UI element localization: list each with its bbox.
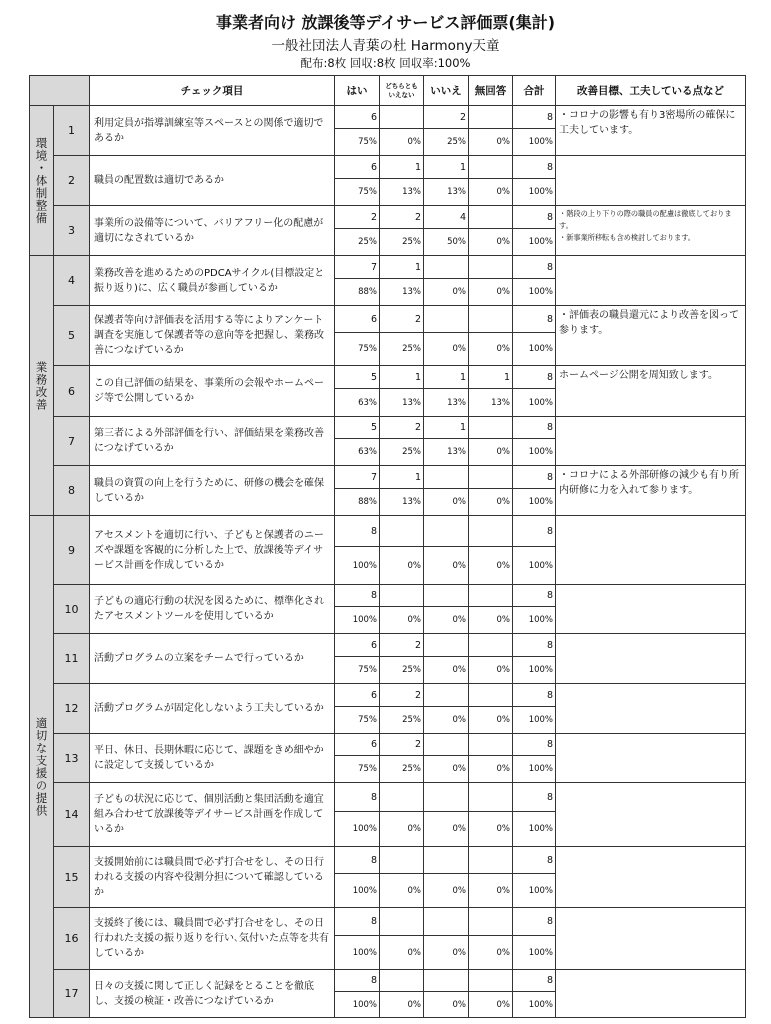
item-number: 14 xyxy=(54,783,90,847)
count-total: 8 xyxy=(513,466,556,489)
percent-no: 13% xyxy=(424,389,469,417)
table-row xyxy=(30,156,746,179)
percent-no: 0% xyxy=(424,279,469,306)
count-yes: 6 xyxy=(335,156,380,179)
percent-no-answer: 0% xyxy=(469,707,513,734)
count-no xyxy=(424,783,469,812)
category-label: 環境・体制整備 xyxy=(30,106,54,256)
improvement-notes xyxy=(556,366,746,417)
count-no-answer xyxy=(469,970,513,992)
count-no-answer xyxy=(469,847,513,874)
count-no xyxy=(424,847,469,874)
check-item-text: 日々の支援に関して正しく記録をとることを徹底し、支援の検証・改善につなげているか xyxy=(90,970,335,1018)
improvement-notes xyxy=(556,684,746,734)
check-item-text: 職員の配置数は適切であるか xyxy=(90,156,335,206)
count-neither: 2 xyxy=(380,306,424,333)
percent-yes: 100% xyxy=(335,547,380,585)
percent-yes: 75% xyxy=(335,129,380,156)
count-total: 8 xyxy=(513,256,556,279)
percent-neither: 25% xyxy=(380,333,424,366)
percent-no-answer: 0% xyxy=(469,279,513,306)
improvement-notes xyxy=(556,970,746,1018)
count-no-answer xyxy=(469,908,513,936)
count-neither: 1 xyxy=(380,466,424,489)
table-row xyxy=(30,466,746,489)
count-total: 8 xyxy=(513,156,556,179)
note-line: ・コロナによる外部研修の減少も有り所内研修に力を入れて参ります。 xyxy=(559,470,739,496)
percent-yes: 25% xyxy=(335,229,380,256)
percent-yes: 75% xyxy=(335,756,380,783)
percent-total: 100% xyxy=(513,547,556,585)
count-no-answer xyxy=(469,417,513,439)
count-yes: 7 xyxy=(335,466,380,489)
header-no: いいえ xyxy=(424,76,469,106)
count-yes: 6 xyxy=(335,306,380,333)
count-neither: 2 xyxy=(380,417,424,439)
percent-no: 0% xyxy=(424,547,469,585)
count-no xyxy=(424,908,469,936)
count-neither xyxy=(380,783,424,812)
check-item-text: 第三者による外部評価を行い、評価結果を業務改善につなげているか xyxy=(90,417,335,466)
percent-yes: 63% xyxy=(335,439,380,466)
percent-neither: 13% xyxy=(380,279,424,306)
table-row xyxy=(30,366,746,389)
check-item-text: 業務改善を進めるためのPDCAサイクル(目標設定と振り返り)に、広く職員が参画しているか xyxy=(90,256,335,306)
percent-no: 0% xyxy=(424,707,469,734)
item-number: 8 xyxy=(54,466,90,516)
count-yes: 6 xyxy=(335,684,380,707)
count-no-answer xyxy=(469,466,513,489)
item-number: 10 xyxy=(54,585,90,634)
count-neither xyxy=(380,516,424,547)
percent-no-answer: 0% xyxy=(469,936,513,970)
table-row xyxy=(30,256,746,279)
percent-no: 0% xyxy=(424,874,469,908)
check-item-text: 活動プログラムが固定化しないよう工夫しているか xyxy=(90,684,335,734)
improvement-notes xyxy=(556,516,746,585)
percent-no: 0% xyxy=(424,657,469,684)
improvement-notes xyxy=(556,634,746,684)
item-number: 12 xyxy=(54,684,90,734)
check-item-text: アセスメントを適切に行い、子どもと保護者のニーズや課題を客観的に分析した上で、放課後等デイサービス計画を作成しているか xyxy=(90,516,335,585)
percent-no: 0% xyxy=(424,992,469,1018)
count-yes: 6 xyxy=(335,634,380,657)
note-line: ・評価表の職員還元により改善を図って参ります。 xyxy=(559,310,739,336)
percent-no-answer: 0% xyxy=(469,756,513,783)
improvement-notes xyxy=(556,466,746,516)
percent-no: 13% xyxy=(424,179,469,206)
check-item-text: 利用定員が指導訓練室等スペースとの関係で適切であるか xyxy=(90,106,335,156)
count-yes: 5 xyxy=(335,366,380,389)
percent-total: 100% xyxy=(513,657,556,684)
count-yes: 8 xyxy=(335,783,380,812)
check-item-text: 保護者等向け評価表を活用する等によりアンケート調査を実施して保護者等の意向等を把握し、業務改善につなげているか xyxy=(90,306,335,366)
header-total: 合計 xyxy=(513,76,556,106)
count-yes: 8 xyxy=(335,516,380,547)
percent-no: 0% xyxy=(424,812,469,847)
count-no xyxy=(424,734,469,756)
percent-neither: 13% xyxy=(380,179,424,206)
count-no-answer: 1 xyxy=(469,366,513,389)
percent-neither: 13% xyxy=(380,489,424,516)
count-no xyxy=(424,585,469,607)
count-no: 2 xyxy=(424,106,469,129)
count-neither: 1 xyxy=(380,366,424,389)
check-item-text: この自己評価の結果を、事業所の会報やホームページ等で公開しているか xyxy=(90,366,335,417)
item-number: 17 xyxy=(54,970,90,1018)
percent-no-answer: 0% xyxy=(469,657,513,684)
count-total: 8 xyxy=(513,516,556,547)
check-item-text: 平日、休日、長期休暇に応じて、課題をきめ細やかに設定して支援しているか xyxy=(90,734,335,783)
count-no xyxy=(424,634,469,657)
count-neither xyxy=(380,970,424,992)
percent-no: 50% xyxy=(424,229,469,256)
count-yes: 8 xyxy=(335,585,380,607)
count-yes: 8 xyxy=(335,908,380,936)
percent-total: 100% xyxy=(513,607,556,634)
item-number: 6 xyxy=(54,366,90,417)
percent-yes: 88% xyxy=(335,489,380,516)
header-row xyxy=(30,76,746,106)
count-yes: 5 xyxy=(335,417,380,439)
item-number: 16 xyxy=(54,908,90,970)
check-item-text: 子どもの適応行動の状況を図るために、標準化されたアセスメントツールを使用しているか xyxy=(90,585,335,634)
percent-yes: 75% xyxy=(335,179,380,206)
item-number: 7 xyxy=(54,417,90,466)
table-row xyxy=(30,206,746,229)
note-line: ・新事業所移転も含め検討しております。 xyxy=(559,233,695,242)
organization-name: 一般社団法人青葉の杜 Harmony天童 xyxy=(271,38,500,54)
percent-neither: 13% xyxy=(380,389,424,417)
percent-neither: 0% xyxy=(380,547,424,585)
percent-neither: 0% xyxy=(380,936,424,970)
item-number: 9 xyxy=(54,516,90,585)
percent-no: 13% xyxy=(424,439,469,466)
count-yes: 6 xyxy=(335,106,380,129)
improvement-notes xyxy=(556,106,746,156)
improvement-notes xyxy=(556,417,746,466)
count-no-answer xyxy=(469,585,513,607)
percent-neither: 0% xyxy=(380,129,424,156)
count-yes: 8 xyxy=(335,970,380,992)
percent-no-answer: 0% xyxy=(469,812,513,847)
count-total: 8 xyxy=(513,417,556,439)
item-number: 3 xyxy=(54,206,90,256)
count-neither xyxy=(380,106,424,129)
percent-no-answer: 0% xyxy=(469,439,513,466)
count-no xyxy=(424,970,469,992)
percent-no-answer: 0% xyxy=(469,229,513,256)
count-no-answer xyxy=(469,783,513,812)
header-yes: はい xyxy=(335,76,380,106)
percent-no-answer: 13% xyxy=(469,389,513,417)
percent-total: 100% xyxy=(513,874,556,908)
note-line: ホームページ公開を周知致します。 xyxy=(559,370,718,381)
count-total: 8 xyxy=(513,783,556,812)
percent-yes: 75% xyxy=(335,657,380,684)
table-row xyxy=(30,847,746,874)
improvement-notes xyxy=(556,156,746,206)
count-neither xyxy=(380,908,424,936)
table-row xyxy=(30,585,746,607)
percent-neither: 0% xyxy=(380,607,424,634)
percent-no-answer: 0% xyxy=(469,547,513,585)
count-total: 8 xyxy=(513,366,556,389)
count-total: 8 xyxy=(513,847,556,874)
percent-no: 0% xyxy=(424,756,469,783)
improvement-notes xyxy=(556,206,746,256)
table-row xyxy=(30,783,746,812)
count-neither: 2 xyxy=(380,206,424,229)
count-no-answer xyxy=(469,156,513,179)
percent-yes: 88% xyxy=(335,279,380,306)
check-item-text: 子どもの状況に応じて、個別活動と集団活動を適宜組み合わせて放課後等デイサービス計画を作成しているか xyxy=(90,783,335,847)
count-total: 8 xyxy=(513,734,556,756)
count-no xyxy=(424,466,469,489)
header-neither xyxy=(380,76,424,106)
percent-total: 100% xyxy=(513,229,556,256)
percent-no-answer: 0% xyxy=(469,129,513,156)
count-neither xyxy=(380,585,424,607)
percent-yes: 63% xyxy=(335,389,380,417)
header-check-item: チェック項目 xyxy=(90,76,335,106)
count-no-answer xyxy=(469,734,513,756)
percent-yes: 75% xyxy=(335,333,380,366)
count-no-answer xyxy=(469,634,513,657)
count-no: 4 xyxy=(424,206,469,229)
table-row xyxy=(30,516,746,547)
count-no-answer xyxy=(469,206,513,229)
count-neither: 2 xyxy=(380,734,424,756)
percent-yes: 100% xyxy=(335,812,380,847)
percent-total: 100% xyxy=(513,333,556,366)
note-line: ・階段の上り下りの際の職員の配慮は徹底しております。 xyxy=(559,209,732,230)
improvement-notes xyxy=(556,783,746,847)
percent-neither: 0% xyxy=(380,992,424,1018)
check-item-text: 活動プログラムの立案をチームで行っているか xyxy=(90,634,335,684)
count-no xyxy=(424,684,469,707)
percent-neither: 0% xyxy=(380,874,424,908)
percent-no-answer: 0% xyxy=(469,992,513,1018)
improvement-notes xyxy=(556,908,746,970)
header-corner xyxy=(30,76,90,106)
count-yes: 2 xyxy=(335,206,380,229)
percent-no-answer: 0% xyxy=(469,874,513,908)
percent-no-answer: 0% xyxy=(469,179,513,206)
count-no-answer xyxy=(469,256,513,279)
percent-total: 100% xyxy=(513,279,556,306)
count-no xyxy=(424,516,469,547)
percent-total: 100% xyxy=(513,936,556,970)
percent-no: 25% xyxy=(424,129,469,156)
percent-no: 0% xyxy=(424,333,469,366)
check-item-text: 事業所の設備等について、バリアフリー化の配慮が適切になされているか xyxy=(90,206,335,256)
table-row xyxy=(30,306,746,333)
count-total: 8 xyxy=(513,634,556,657)
count-no: 1 xyxy=(424,156,469,179)
table-row xyxy=(30,970,746,992)
item-number: 15 xyxy=(54,847,90,908)
item-number: 2 xyxy=(54,156,90,206)
count-no-answer xyxy=(469,684,513,707)
count-no xyxy=(424,306,469,333)
header-neither-line2: いえない xyxy=(388,90,415,99)
count-total: 8 xyxy=(513,970,556,992)
table-row xyxy=(30,106,746,129)
percent-yes: 100% xyxy=(335,607,380,634)
percent-yes: 75% xyxy=(335,707,380,734)
count-no-answer xyxy=(469,516,513,547)
count-total: 8 xyxy=(513,306,556,333)
item-number: 4 xyxy=(54,256,90,306)
table-row xyxy=(30,908,746,936)
percent-total: 100% xyxy=(513,389,556,417)
count-neither: 2 xyxy=(380,684,424,707)
percent-total: 100% xyxy=(513,129,556,156)
count-total: 8 xyxy=(513,206,556,229)
percent-total: 100% xyxy=(513,439,556,466)
note-line: ・コロナの影響も有り3密場所の確保に工夫しています。 xyxy=(559,110,736,136)
count-total: 8 xyxy=(513,684,556,707)
category-label: 適切な支援の提供 xyxy=(30,516,54,1018)
percent-neither: 0% xyxy=(380,812,424,847)
improvement-notes xyxy=(556,306,746,366)
count-neither xyxy=(380,847,424,874)
item-number: 1 xyxy=(54,106,90,156)
percent-total: 100% xyxy=(513,756,556,783)
percent-no-answer: 0% xyxy=(469,333,513,366)
percent-neither: 25% xyxy=(380,229,424,256)
percent-no: 0% xyxy=(424,936,469,970)
distribution-summary: 配布:8枚 回収:8枚 回収率:100% xyxy=(300,56,471,70)
count-no: 1 xyxy=(424,366,469,389)
header-no-answer: 無回答 xyxy=(469,76,513,106)
percent-neither: 25% xyxy=(380,439,424,466)
table-row xyxy=(30,634,746,657)
item-number: 13 xyxy=(54,734,90,783)
count-no-answer xyxy=(469,106,513,129)
percent-neither: 25% xyxy=(380,657,424,684)
table-row xyxy=(30,734,746,756)
percent-yes: 100% xyxy=(335,874,380,908)
count-no xyxy=(424,256,469,279)
percent-no: 0% xyxy=(424,489,469,516)
improvement-notes xyxy=(556,585,746,634)
category-label: 業務改善 xyxy=(30,256,54,516)
header-neither-line1: どちらとも xyxy=(385,81,418,90)
percent-total: 100% xyxy=(513,489,556,516)
check-item-text: 職員の資質の向上を行うために、研修の機会を確保しているか xyxy=(90,466,335,516)
count-neither: 2 xyxy=(380,634,424,657)
percent-total: 100% xyxy=(513,992,556,1018)
item-number: 5 xyxy=(54,306,90,366)
check-item-text: 支援開始前には職員間で必ず打合せをし、その日行われる支援の内容や役割分担について確認しているか xyxy=(90,847,335,908)
count-total: 8 xyxy=(513,585,556,607)
count-yes: 7 xyxy=(335,256,380,279)
percent-no-answer: 0% xyxy=(469,607,513,634)
percent-neither: 25% xyxy=(380,756,424,783)
percent-yes: 100% xyxy=(335,936,380,970)
count-total: 8 xyxy=(513,106,556,129)
percent-no: 0% xyxy=(424,607,469,634)
count-neither: 1 xyxy=(380,156,424,179)
table-row xyxy=(30,417,746,439)
header-notes: 改善目標、工夫している点など xyxy=(556,76,746,106)
percent-neither: 25% xyxy=(380,707,424,734)
percent-no-answer: 0% xyxy=(469,489,513,516)
item-number: 11 xyxy=(54,634,90,684)
count-yes: 8 xyxy=(335,847,380,874)
improvement-notes xyxy=(556,734,746,783)
count-yes: 6 xyxy=(335,734,380,756)
count-no-answer xyxy=(469,306,513,333)
evaluation-table xyxy=(29,75,746,1018)
improvement-notes xyxy=(556,256,746,306)
count-no: 1 xyxy=(424,417,469,439)
percent-total: 100% xyxy=(513,812,556,847)
percent-yes: 100% xyxy=(335,992,380,1018)
improvement-notes xyxy=(556,847,746,908)
percent-total: 100% xyxy=(513,179,556,206)
table-row xyxy=(30,684,746,707)
count-total: 8 xyxy=(513,908,556,936)
count-neither: 1 xyxy=(380,256,424,279)
percent-total: 100% xyxy=(513,707,556,734)
document-title: 事業者向け 放課後等デイサービス評価票(集計) xyxy=(215,13,556,32)
check-item-text: 支援終了後には、職員間で必ず打合せをし、その日行われた支援の振り返りを行い､気付いた点等を共有しているか xyxy=(90,908,335,970)
